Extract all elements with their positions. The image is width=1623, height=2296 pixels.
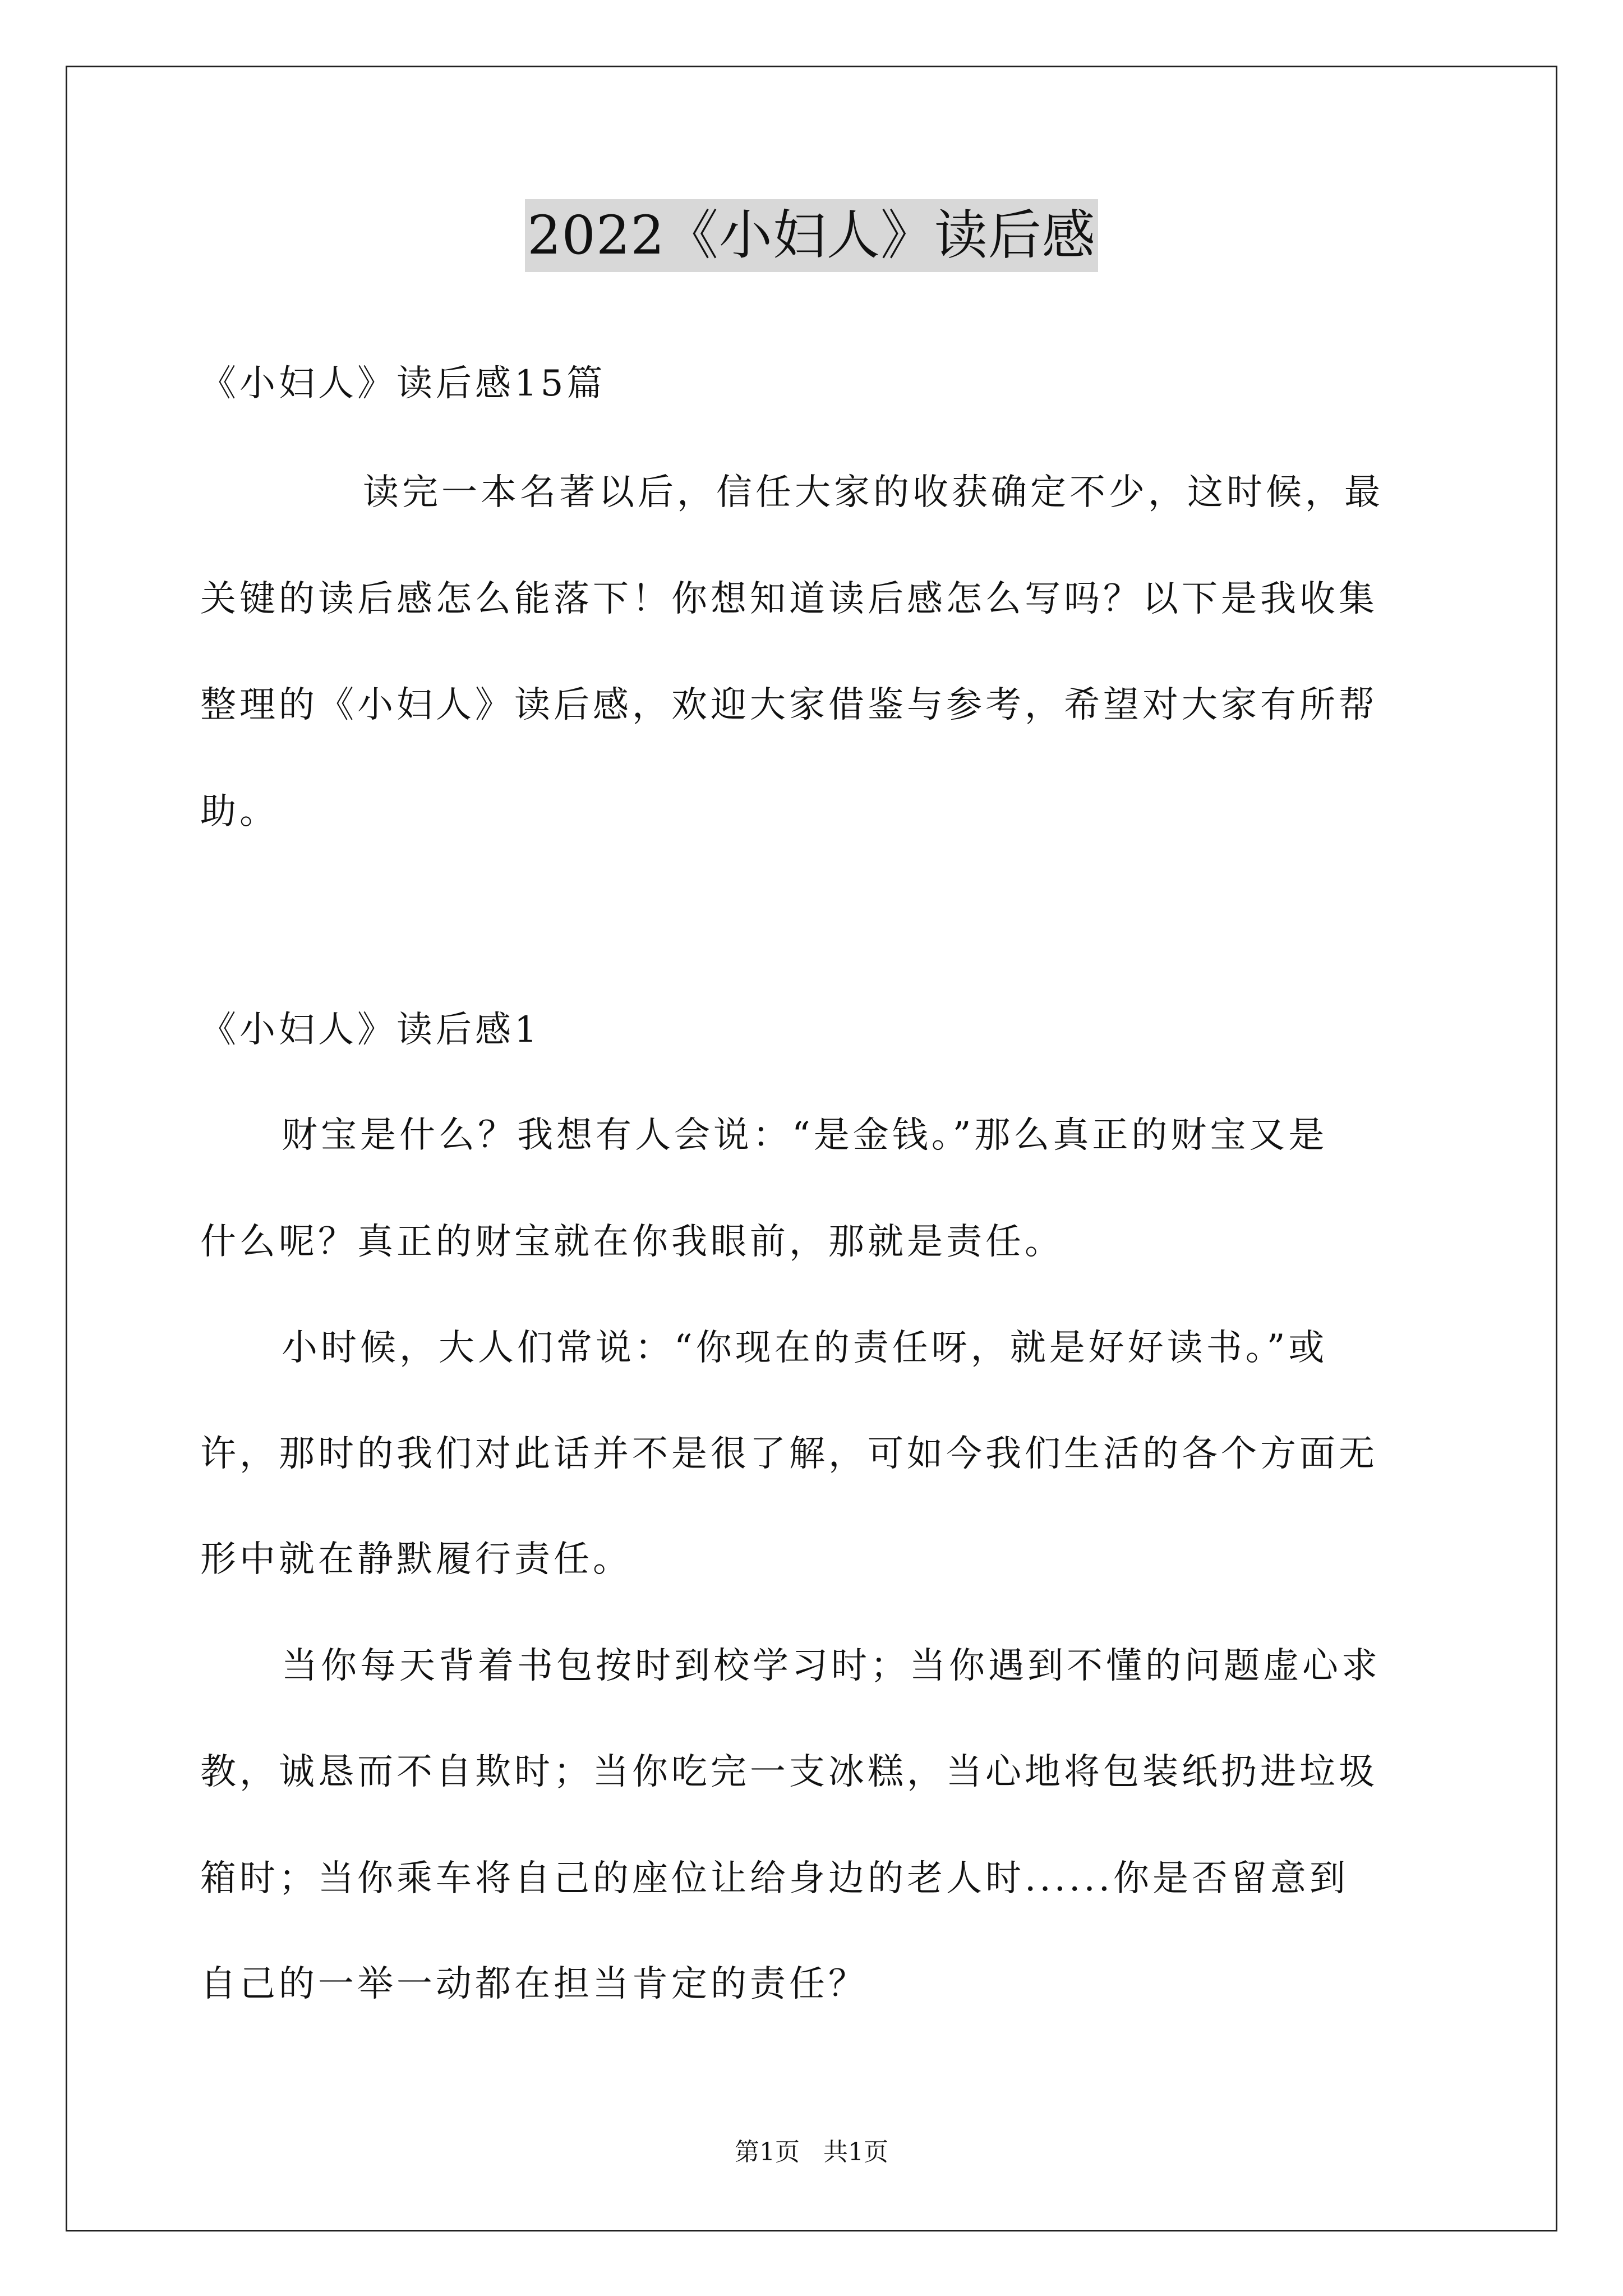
body-line-7: 教，诚恳而不自欺时；当你吃完一支冰糕，当心地将包装纸扔进垃圾 (200, 1751, 1378, 1793)
intro-line-2: 关键的读后感怎么能落下！你想知道读后感怎么写吗？以下是我收集 (200, 578, 1378, 620)
page-footer: 第1页 共1页 (735, 2138, 888, 2166)
body-line-8: 箱时；当你乘车将自己的座位让给身边的老人时......你是否留意到 (200, 1858, 1349, 1899)
body-line-5: 形中就在静默履行责任。 (200, 1539, 632, 1580)
intro-line-4: 助。 (200, 791, 279, 832)
section-heading: 《小妇人》读后感1 (200, 1009, 541, 1051)
intro-line-1: 读完一本名著以后，信任大家的收获确定不少，这时候，最 (363, 472, 1384, 513)
title-container (0, 199, 1623, 272)
document-subtitle: 《小妇人》读后感15篇 (200, 363, 606, 404)
body-line-6: 当你每天背着书包按时到校学习时；当你遇到不懂的问题虚心求 (282, 1645, 1381, 1687)
body-line-3: 小时候，大人们常说：“你现在的责任呀，就是好好读书。”或 (282, 1327, 1328, 1369)
body-line-1: 财宝是什么？我想有人会说：“是金钱。”那么真正的财宝又是 (282, 1115, 1328, 1156)
body-line-9: 自己的一举一动都在担当肯定的责任？ (200, 1963, 868, 2005)
document-title: 2022《小妇人》读后感 (525, 199, 1098, 272)
body-line-2: 什么呢？真正的财宝就在你我眼前，那就是责任。 (200, 1221, 1064, 1263)
intro-line-3: 整理的《小妇人》读后感，欢迎大家借鉴与参考，希望对大家有所帮 (200, 684, 1378, 726)
body-line-4: 许，那时的我们对此话并不是很了解，可如今我们生活的各个方面无 (200, 1433, 1378, 1475)
